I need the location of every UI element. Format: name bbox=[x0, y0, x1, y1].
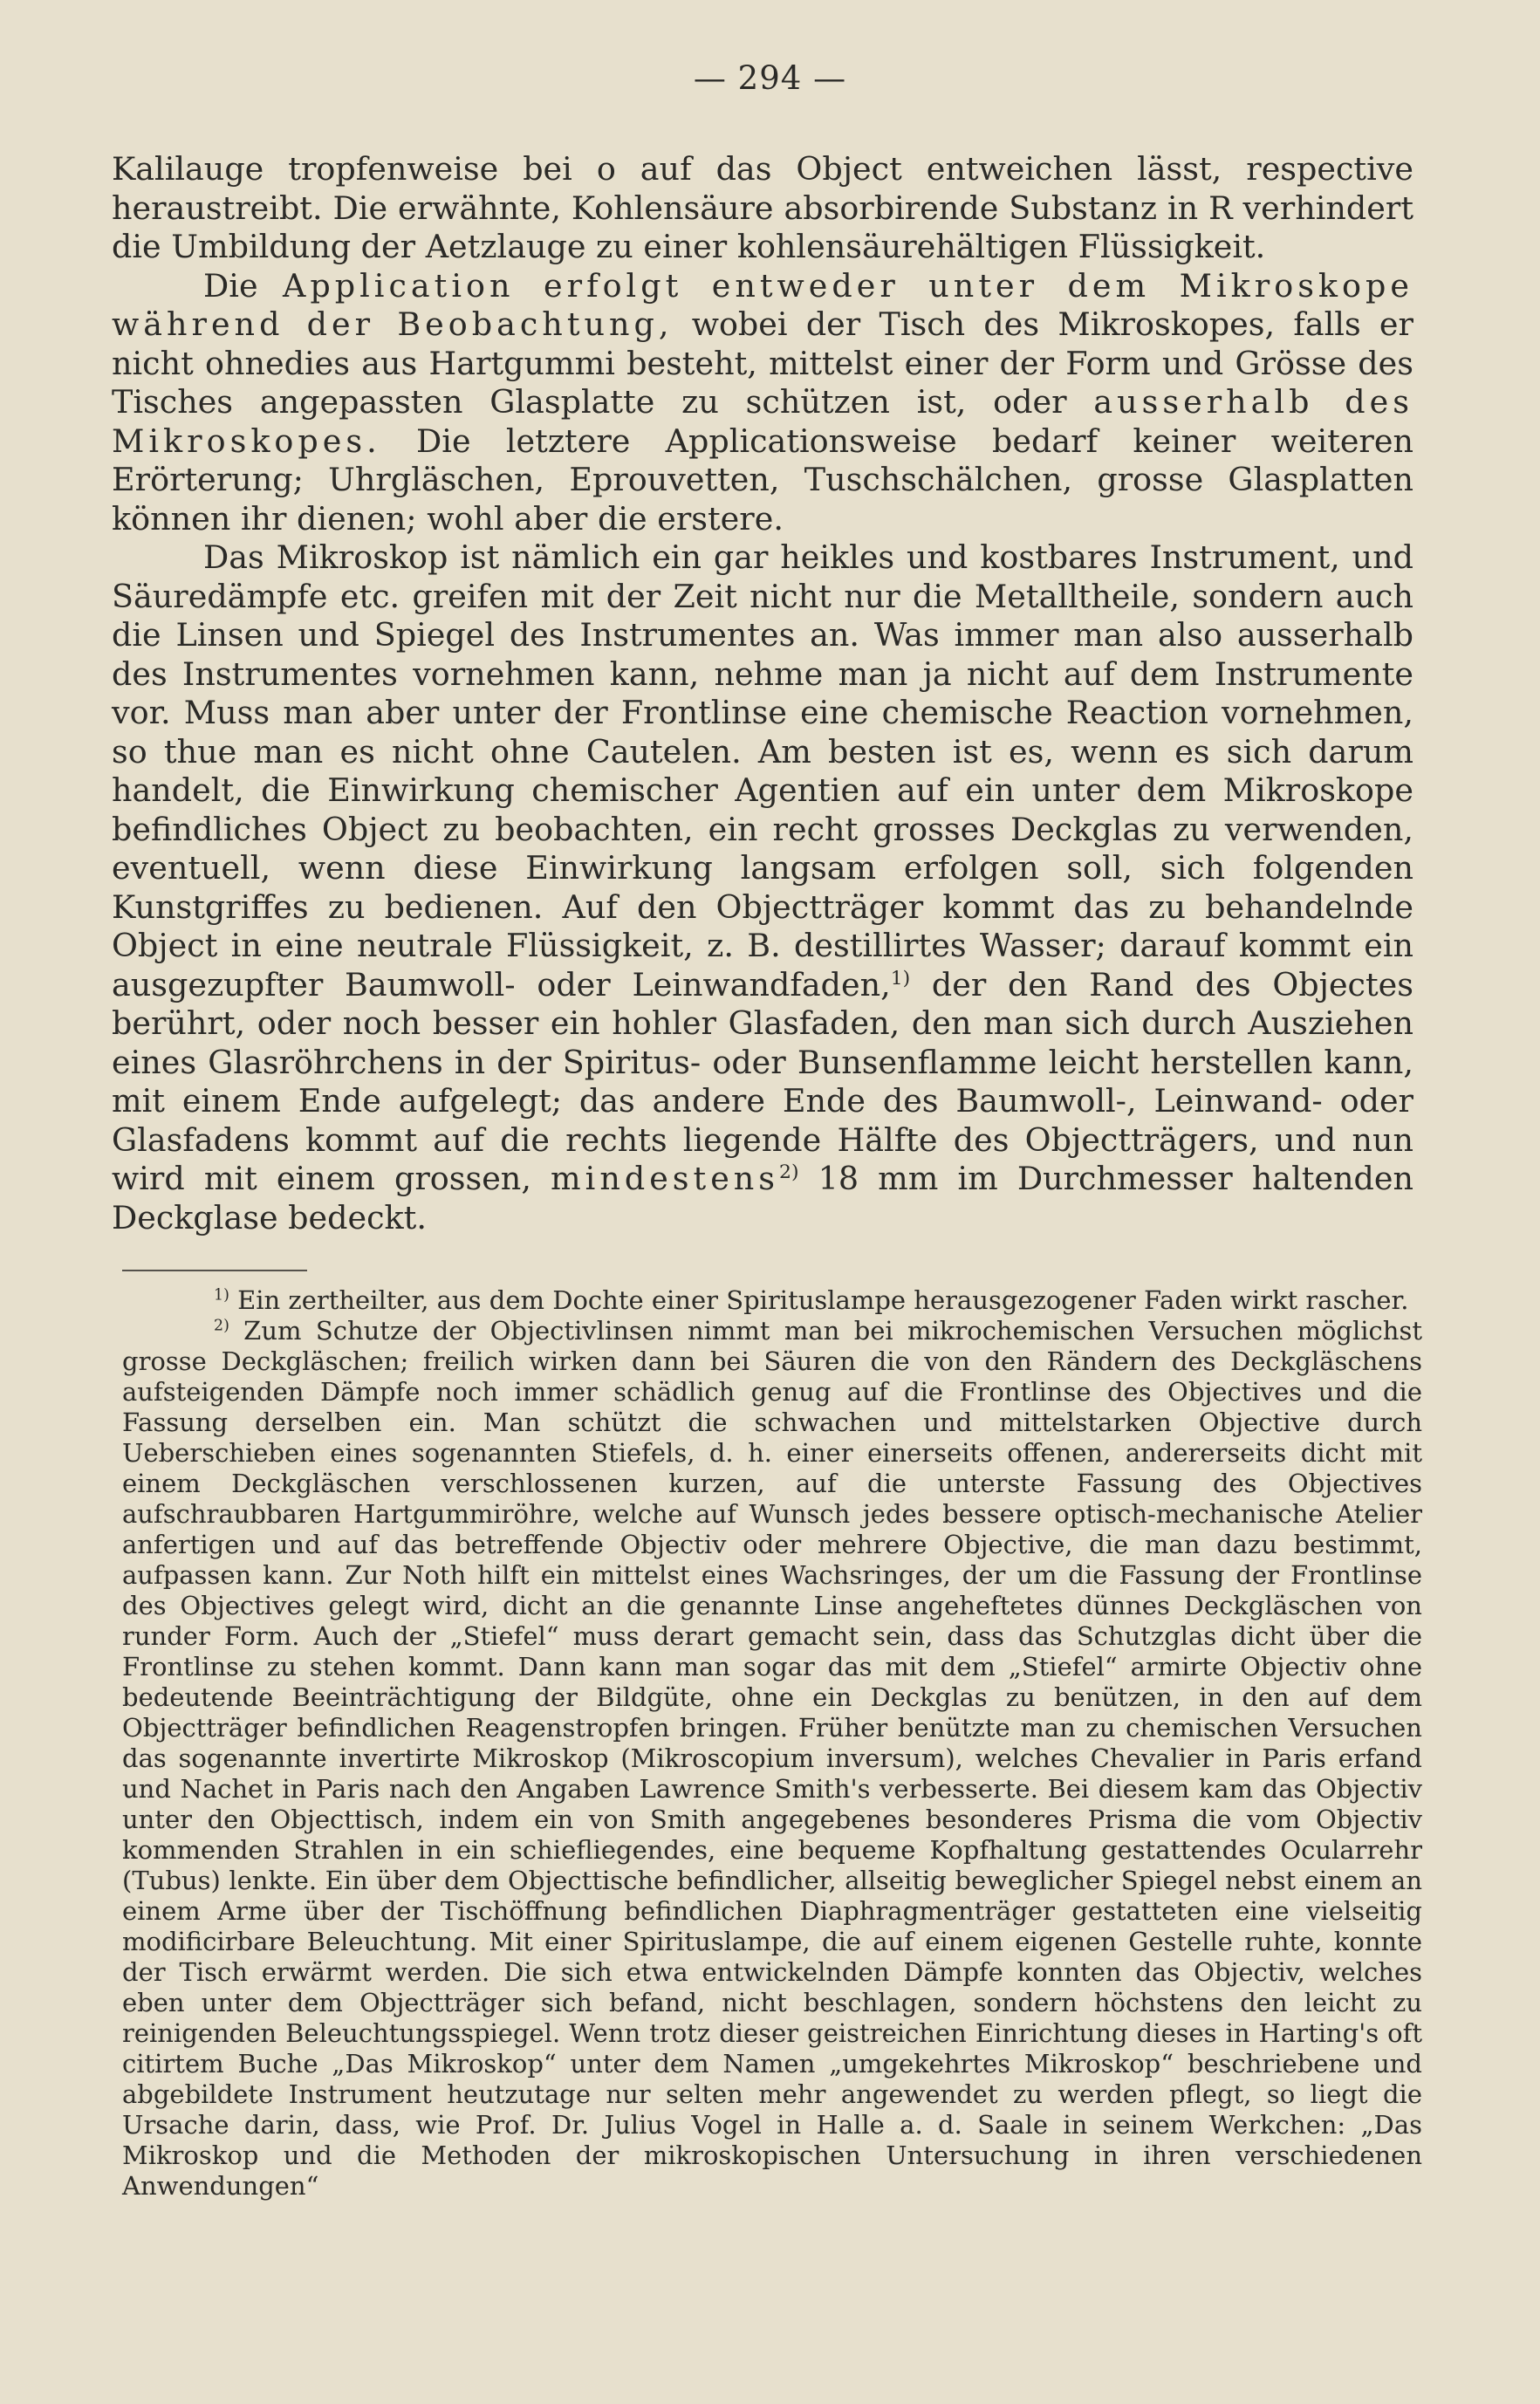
footnote-divider bbox=[122, 1270, 307, 1271]
paragraph-3-start: Das Mikroskop ist nämlich ein gar heikles und kostbares Instrument, und Säuredämpfe etc. greifen mit der Zeit nicht nur die Metalltheile, sondern auch die Linsen und Spiegel des Instrumentes an. Was immer man also ausserhalb des Instrumentes vornehmen kann, nehme man ja nicht auf dem Instrumente vor. Muss man aber unter der Frontlinse eine chemische Reaction vornehmen, so thue man es nicht ohne Cautelen. Am besten ist es, wenn es sich darum handelt, die Einwirkung chemischer Agentien auf ein unter dem Mikroskope befindliches Object zu beobachten, ein recht grosses Deckglas zu verwenden, eventuell, wenn diese Einwirkung langsam erfolgen soll, sich folgenden Kunstgriffes zu bedienen. Auf den Objectträger kommt das zu behandelnde Object in eine neutrale Flüssigkeit, z. B. destillirtes Wasser; darauf kommt ein ausgezupfter Baumwoll- oder Leinwandfaden, bbox=[112, 538, 1413, 1003]
paragraph-2-middle: wobei der Tisch des Mikroskopes, falls er nicht ohnedies aus Hartgummi besteht, mittelst einer der Form und Grösse des Tisches angepassten Glasplatte zu schützen ist, oder bbox=[112, 305, 1413, 421]
emphasis-application: Application erfolgt entweder unter dem Mikroskope während der Beobachtung, bbox=[112, 266, 1413, 343]
footnote-ref-1: 1) bbox=[890, 967, 911, 990]
paragraph-1: Kalilauge tropfenweise bei o auf das Object entweichen lässt, respective heraustreibt. Die erwähnte, Kohlensäure absorbirende Substanz in R verhindert die Umbildung der Aetzlauge zu einer kohlensäurehältigen Flüssigkeit. bbox=[112, 150, 1413, 265]
paragraph-3-end: 18 mm im Durchmesser haltenden Deckglase bedeckt. bbox=[112, 1160, 1414, 1236]
footnote-2 bbox=[122, 1316, 1422, 2202]
emphasis-ausserhalb: ausserhalb des Mikroskopes. bbox=[112, 383, 1413, 460]
paragraph-3-middle: der den Rand des Objectes berührt, oder noch besser ein hohler Glasfaden, den man sich durch Ausziehen eines Glasröhrchens in der Spiritus- oder Bunsenflamme leicht herstellen kann, mit einem Ende aufgelegt; das andere Ende des Baumwoll-, Leinwand- oder Glasfadens kommt auf die rechts liegende Hälfte des Objectträgers, und nun wird mit einem grossen, bbox=[112, 965, 1413, 1197]
paragraph-3 bbox=[112, 538, 1413, 1237]
page-number: — 294 — bbox=[693, 59, 847, 97]
paragraph-2 bbox=[112, 267, 1413, 539]
footnote-1 bbox=[122, 1285, 1422, 1316]
footnote-ref-2: 2) bbox=[779, 1161, 799, 1183]
paragraph-2-start: Die bbox=[203, 266, 284, 305]
emphasis-mindestens: mindestens bbox=[551, 1160, 780, 1197]
paragraph-2-end: Die letztere Applicationsweise bedarf keiner weiteren Erörterung; Uhrgläschen, Eprouvetten, Tuschschälchen, grosse Glasplatten können ihr dienen; wohl aber die erstere. bbox=[112, 421, 1413, 538]
footnotes bbox=[122, 1285, 1422, 2202]
footnote-2-text: Zum Schutze der Objectivlinsen nimmt man bei mikrochemischen Versuchen möglichst grosse Deckgläschen; freilich wirken dann bei Säuren die von den Rändern des Deckgläschens aufsteigenden Dämpfe noch immer schädlich genug auf die Frontlinse des Objectives und die Fassung derselben ein. Man schützt die schwachen und mittelstarken Objective durch Ueberschieben eines sogenannten Stiefels, d. h. einer einerseits offenen, andererseits dicht mit einem Deckgläschen verschlossenen kurzen, auf die unterste Fassung des Objectives aufschraubbaren Hartgummiröhre, welche auf Wunsch jedes bessere optisch-mechanische Atelier anfertigen und auf das betreffende Objectiv oder mehrere Objective, die man dazu bestimmt, aufpassen kann. Zur Noth hilft ein mittelst eines Wachsringes, der um die Fassung der Frontlinse des Objectives gelegt wird, dicht an die genannte Linse angeheftetes dünnes Deckgläschen von runder Form. Auch der „Stiefel“ muss derart gemacht sein, dass das Schutzglas dicht über die Frontlinse zu stehen kommt. Dann kann man sogar das mit dem „Stiefel“ armirte Objectiv ohne bedeutende Beeinträchtigung der Bildgüte, ohne ein Deckglas zu benützen, in den auf dem Objectträger befindlichen Reagenstropfen bringen. Früher benützte man zu chemischen Versuchen das sogenannte invertirte Mikroskop (Mikroscopium inversum), welches Chevalier in Paris erfand und Nachet in Paris nach den Angaben Lawrence Smith's verbesserte. Bei diesem kam das Objectiv unter den Objecttisch, indem ein von Smith angegebenes besonderes Prisma die vom Objectiv kommenden Strahlen in ein schiefliegendes, eine bequeme Kopfhaltung gestattendes Ocularrehr (Tubus) lenkte. Ein über dem Objecttische befindlicher, allseitig beweglicher Spiegel nebst einem an einem Arme über der Tischöffnung befindlichen Diaphragmenträger gestatteten eine vielseitig modificirbare Beleuchtung. Mit einer Spirituslampe, die auf einem eigenen Gestelle ruhte, konnte der Tisch erwärmt werden. Die sich etwa entwickelnden Dämpfe konnten das Objectiv, welches eben unter dem Objectträger sich befand, nicht beschlagen, sondern höchstens den leicht zu reinigenden Beleuchtungsspiegel. Wenn trotz dieser geistreichen Einrichtung dieses in Harting's oft citirtem Buche „Das Mikroskop“ unter dem Namen „umgekehrtes Mikroskop“ beschriebene und abgebildete Instrument heutzutage nur selten mehr angewendet zu werden pflegt, so liegt die Ursache darin, dass, wie Prof. Dr. Julius Vogel in Halle a. d. Saale in seinem Werkchen: „Das Mikroskop und die Methoden der mikroskopischen Untersuchung in ihren verschiedenen Anwendungen“ bbox=[122, 1316, 1422, 2201]
footnote-1-mark: 1) bbox=[214, 1286, 229, 1305]
footnote-1-text: Ein zertheilter, aus dem Dochte einer Spirituslampe herausgezogener Faden wirkt rascher. bbox=[229, 1285, 1409, 1315]
main-text bbox=[112, 150, 1413, 1237]
footnote-2-mark: 2) bbox=[214, 1317, 229, 1335]
